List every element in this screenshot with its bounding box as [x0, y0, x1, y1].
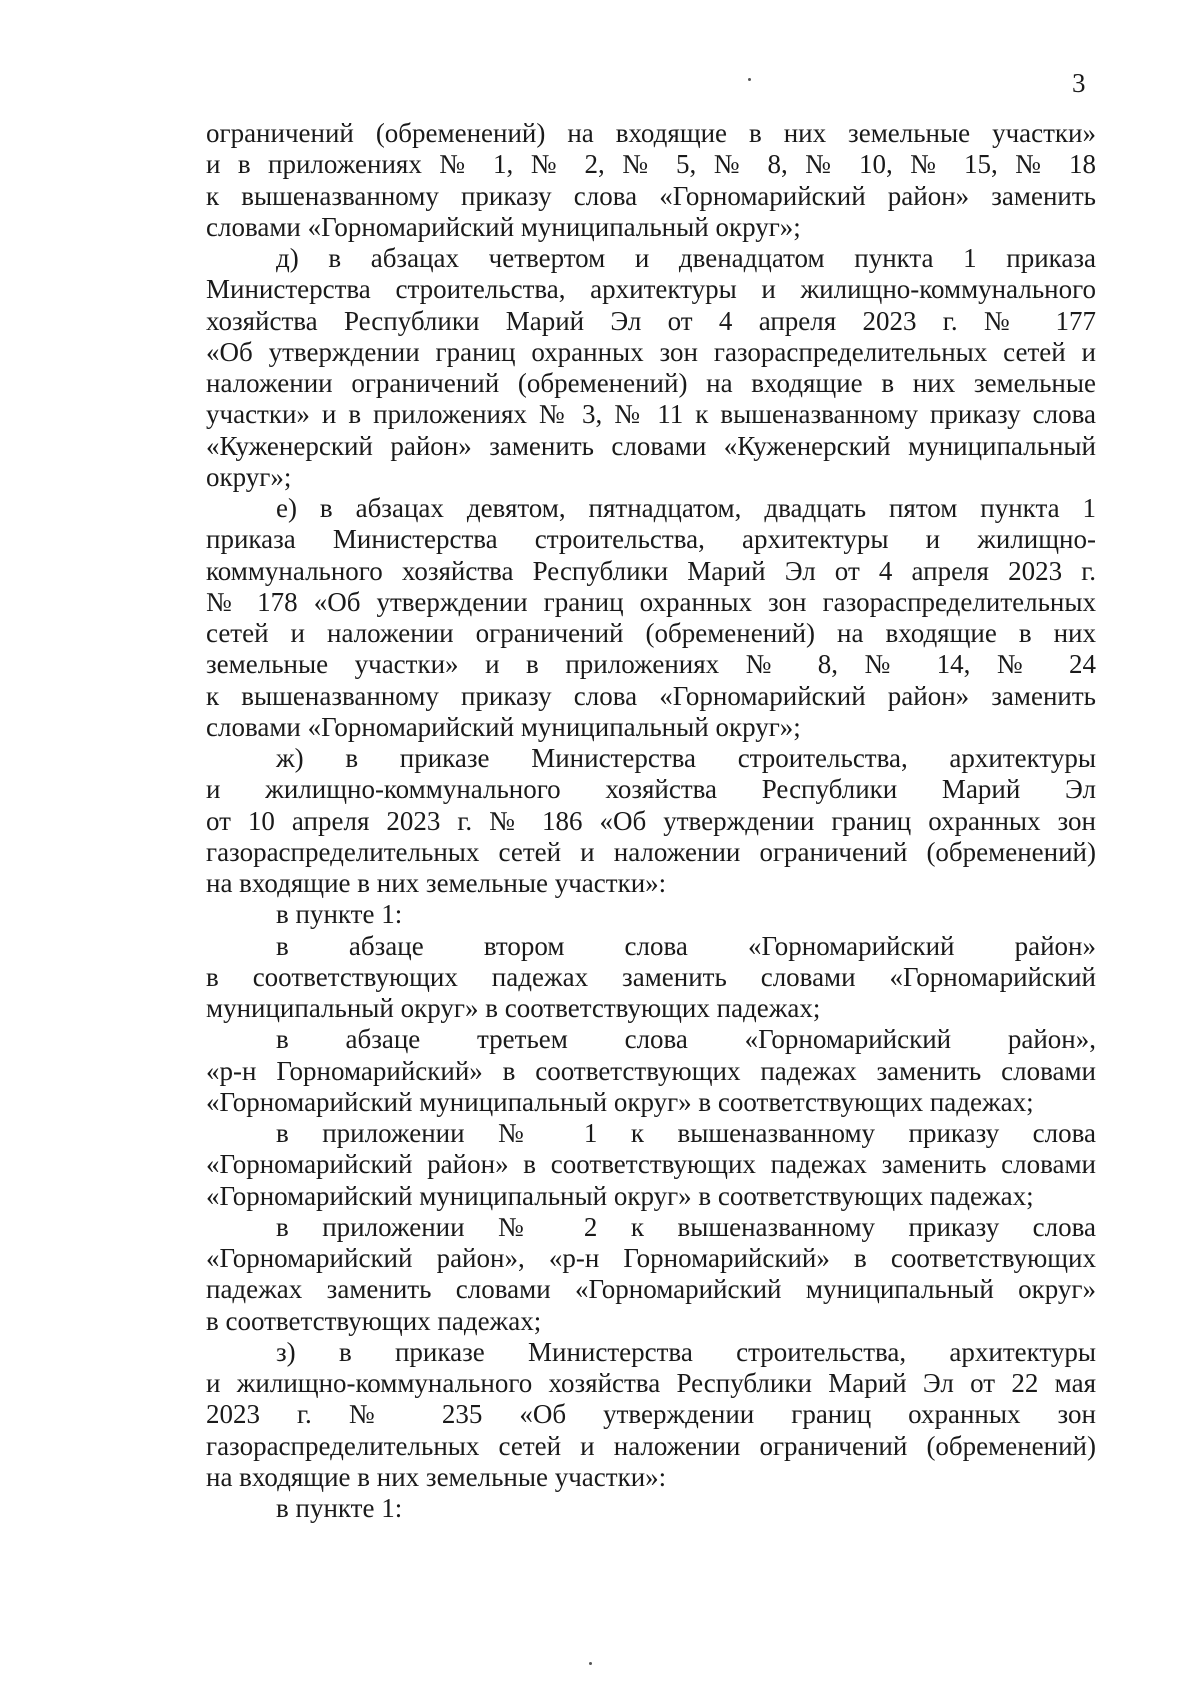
text-line: округ»; — [206, 461, 292, 492]
text-line: словами «Горномарийский муниципальный округ»; — [206, 711, 801, 742]
text-line: газораспределительных сетей и наложении ограничений (обременений) — [206, 836, 1096, 867]
text-line: 2023 г. № 235 «Об утверждении границ охранных зон — [206, 1399, 1096, 1430]
text-line: и жилищно-коммунального хозяйства Республики Марий Эл — [206, 774, 1096, 805]
text-line: на входящие в них земельные участки»: — [206, 1461, 667, 1492]
scan-speck — [589, 1662, 592, 1665]
text-line: словами «Горномарийский муниципальный округ»; — [206, 211, 801, 242]
text-line: и в приложениях № 1, № 2, № 5, № 8, № 10, № 15, № 18 — [206, 149, 1096, 180]
text-line: приказа Министерства строительства, архитектуры и жилищно- — [206, 524, 1096, 555]
text-line: «Горномарийский район», «р-н Горномарийский» в соответствующих — [206, 1243, 1096, 1273]
text-line: в пункте 1: — [276, 899, 403, 930]
text-line: «Куженерский район» заменить словами «Куженерский муниципальный — [206, 430, 1096, 461]
text-line: «Горномарийский муниципальный округ» в соответствующих падежах; — [206, 1086, 1034, 1117]
text-line: в приложении № 2 к вышеназванному приказу слова — [276, 1211, 1096, 1242]
text-line: земельные участки» и в приложениях № 8, № 14, № 24 — [206, 649, 1096, 680]
scan-speck — [748, 78, 751, 81]
text-line: е) в абзацах девятом, пятнадцатом, двадцать пятом пункта 1 — [276, 493, 1096, 523]
text-line: от 10 апреля 2023 г. № 186 «Об утверждении границ охранных зон — [206, 805, 1096, 836]
text-line: сетей и наложении ограничений (обременений) на входящие в них — [206, 618, 1096, 648]
text-line: муниципальный округ» в соответствующих падежах; — [206, 993, 821, 1023]
text-line: ж) в приказе Министерства строительства, архитектуры — [276, 743, 1096, 773]
text-line: в абзаце втором слова «Горномарийский район» — [276, 930, 1096, 961]
text-line: «Горномарийский муниципальный округ» в соответствующих падежах; — [206, 1180, 1034, 1211]
text-line: з) в приказе Министерства строительства, архитектуры — [276, 1336, 1096, 1367]
text-line: ограничений (обременений) на входящие в них земельные участки» — [206, 118, 1096, 148]
text-line: падежах заменить словами «Горномарийский муниципальный округ» — [206, 1274, 1096, 1305]
text-line: газораспределительных сетей и наложении ограничений (обременений) — [206, 1430, 1096, 1461]
text-line: и жилищно-коммунального хозяйства Республики Марий Эл от 22 мая — [206, 1368, 1096, 1398]
text-line: в абзаце третьем слова «Горномарийский район», — [276, 1024, 1096, 1055]
document-body — [206, 118, 1096, 1524]
text-line: наложении ограничений (обременений) на входящие в них земельные — [206, 368, 1096, 398]
text-line: «р-н Горномарийский» в соответствующих падежах заменить словами — [206, 1055, 1096, 1086]
text-line: в соответствующих падежах; — [206, 1305, 542, 1336]
text-line: № 178 «Об утверждении границ охранных зон газораспределительных — [206, 586, 1096, 617]
text-line: в соответствующих падежах заменить словами «Горномарийский — [206, 961, 1096, 992]
text-line: в пункте 1: — [276, 1493, 403, 1523]
text-line: Министерства строительства, архитектуры и жилищно-коммунального — [206, 274, 1096, 305]
text-line: коммунального хозяйства Республики Марий Эл от 4 апреля 2023 г. — [206, 555, 1096, 586]
text-line: к вышеназванному приказу слова «Горномарийский район» заменить — [206, 180, 1096, 211]
text-line: «Об утверждении границ охранных зон газораспределительных сетей и — [206, 336, 1096, 367]
text-line: хозяйства Республики Марий Эл от 4 апреля 2023 г. № 177 — [206, 305, 1096, 336]
text-line: в приложении № 1 к вышеназванному приказу слова — [276, 1118, 1096, 1148]
text-line: к вышеназванному приказу слова «Горномарийский район» заменить — [206, 680, 1096, 711]
text-line: «Горномарийский район» в соответствующих падежах заменить словами — [206, 1149, 1096, 1180]
text-line: на входящие в них земельные участки»: — [206, 868, 667, 898]
page-number: 3 — [1072, 68, 1086, 98]
text-line: участки» и в приложениях № 3, № 11 к вышеназванному приказу слова — [206, 399, 1096, 430]
text-line: д) в абзацах четвертом и двенадцатом пункта 1 приказа — [276, 243, 1096, 273]
